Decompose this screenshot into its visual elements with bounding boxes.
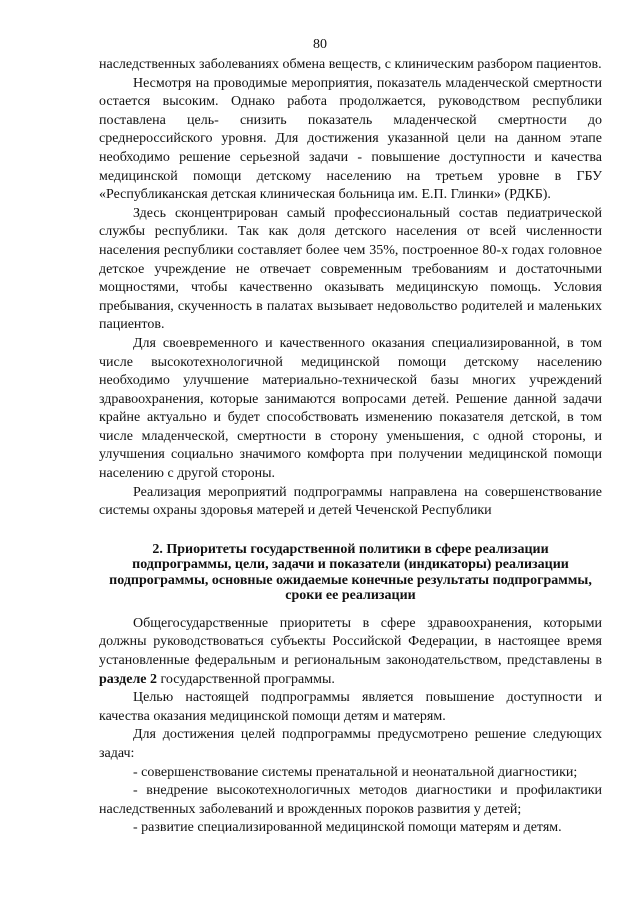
paragraph-tasks-intro: Для достижения целей подпрограммы предусмотрено решение следующих задач: [99,727,602,761]
paragraph-implementation: Реализация мероприятий подпрограммы направлена на совершенствование системы охраны здоровья матерей и детей Чеченской Республики [99,484,602,519]
paragraph-material-base: Для своевременного и качественного оказания специализированной, в том числе высокотехнологичной медицинской помощи детскому населению необходимо улучшение материально-технической базы многих учреждений здравоохранения, которые занимаются вопросами детей. Решение данной задачи крайне актуально и будет способствовать изменению показателя детской, в том числе младенческой, смертности в сторону уменьшения, с одной стороны, и улучшения социально значимого комфорта при получении медицинской помощи населению с другой стороны. [99,335,602,482]
paragraph-goal: Целью настоящей подпрограммы является повышение доступности и качества оказания медицинской помощи детям и матерям. [99,690,602,724]
page-number: 80 [313,37,327,52]
priorities-text-before: Общегосударственные приоритеты в сфере здравоохранения, которыми должны руководствоваться субъекты Российской Федерации, в настоящее время установленные федеральным и региональным законодательством, представлены в [99,615,602,669]
task-item: - развитие специализированной медицинской помощи матерям и детям. [133,820,562,836]
section-heading: 2. Приоритеты государственной политики в сфере реализации подпрограммы, цели, задачи и показатели (индикаторы) реализации подпрограммы, основные ожидаемые конечные результаты подпрограммы, сроки ее реализации [109,541,592,604]
paragraph-continuation: наследственных заболеваниях обмена веществ, с клиническим разбором пациентов. [99,57,602,72]
paragraph-pediatric-service: Здесь сконцентрирован самый профессиональный состав педиатрической службы республики. Так как доля детского населения от всей численности населения республики составляет более чем 35%, построенное 80-х годах головное детское учреждение не отвечает современным требованиям и достаточными мощностями, чтобы качественно оказывать медицинскую помощь. Условия пребывания, скученность в палатах вызывает недовольство родителей и маленьких пациентов. [99,205,602,333]
task-item: - совершенствование системы пренатальной и неонатальной диагностики; [133,764,578,780]
paragraph-infant-mortality: Несмотря на проводимые мероприятия, показатель младенческой смертности остается высоким. Однако работа продолжается, руководством республики поставлена цель- снизить показатель младенческой смертности до среднероссийского уровня. Для достижения указанной цели на данном этапе необходимо решение серьезной задачи - повышение доступности и качества медицинской помощи детскому населению на третьем уровне в ГБУ «Республиканская детская клиническая больница им. Е.П. Глинки» (РДКБ). [99,75,602,203]
paragraph-priorities [99,615,602,689]
priorities-bold-reference: разделе 2 [99,671,158,687]
document-body [99,56,602,838]
priorities-text-after: государственной программы. [157,671,335,687]
task-item: - внедрение высокотехнологичных методов диагностики и профилактики наследственных заболеваний и врожденных пороков развития у детей; [99,783,602,817]
